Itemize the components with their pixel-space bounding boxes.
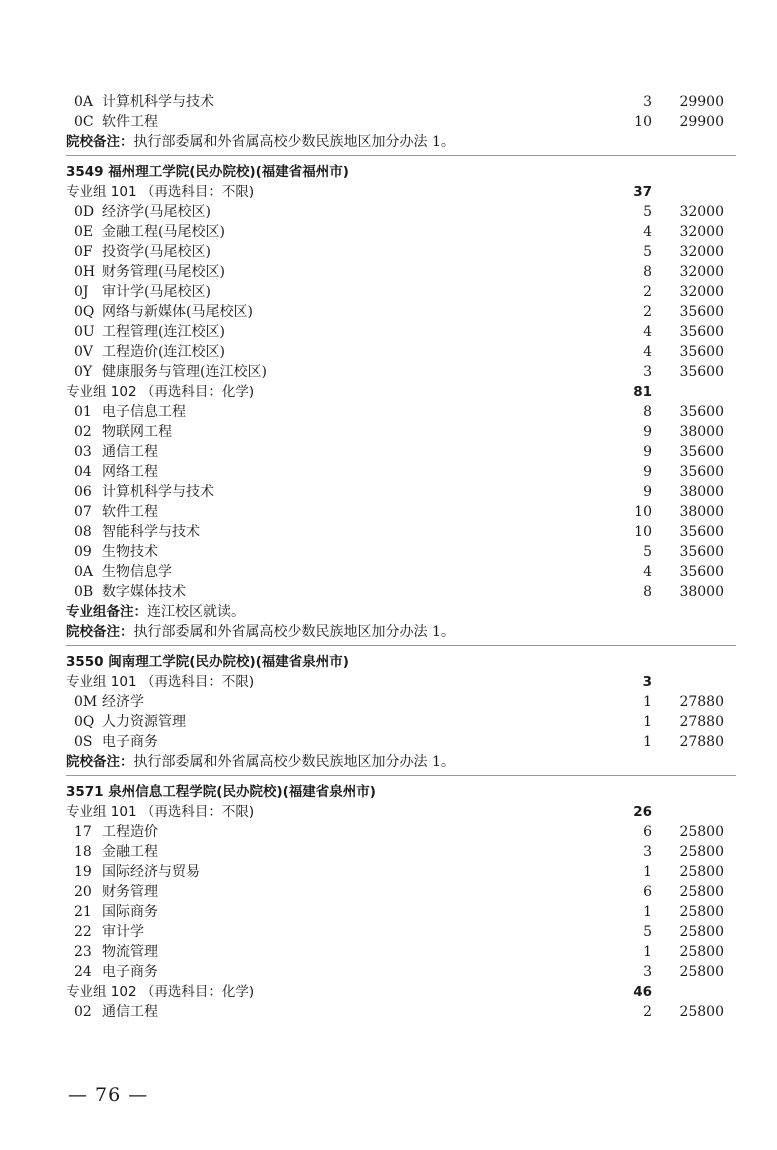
plan-count: 9 [643, 484, 652, 500]
major-group-row [66, 182, 736, 202]
major-row [66, 222, 736, 242]
major-code: 0J [74, 284, 89, 300]
major-row [66, 202, 736, 222]
major-name: 工程造价 [102, 824, 158, 840]
major-row [66, 882, 736, 902]
tuition-fee: 29900 [679, 94, 724, 110]
major-name: 计算机科学与技术 [102, 484, 214, 500]
major-code: 18 [74, 844, 92, 860]
major-row [66, 842, 736, 862]
major-row [66, 542, 736, 562]
tuition-fee: 35600 [679, 344, 724, 360]
major-code: 20 [74, 884, 92, 900]
major-row [66, 282, 736, 302]
major-row [66, 302, 736, 322]
major-code: 22 [74, 924, 92, 940]
major-name: 投资学(马尾校区) [102, 244, 211, 260]
major-name: 审计学 [102, 924, 144, 940]
tuition-fee: 27880 [679, 694, 724, 710]
major-row [66, 962, 736, 982]
major-row [66, 692, 736, 712]
major-row [66, 822, 736, 842]
plan-count: 10 [634, 504, 652, 520]
plan-count: 2 [643, 304, 652, 320]
tuition-fee: 29900 [679, 114, 724, 130]
tuition-fee: 38000 [679, 504, 724, 520]
plan-count: 5 [643, 924, 652, 940]
tuition-fee: 35600 [679, 304, 724, 320]
major-group-title: 专业组 101 （再选科目：不限) [66, 184, 255, 200]
major-group-count: 46 [633, 984, 652, 1000]
major-code: 02 [74, 1004, 92, 1020]
major-row [66, 262, 736, 282]
plan-count: 5 [643, 204, 652, 220]
remark-label: 院校备注： [66, 624, 134, 640]
page-number: — 76 — [68, 1084, 149, 1106]
major-code: 0M [74, 694, 98, 710]
plan-count: 8 [643, 404, 652, 420]
major-row [66, 732, 736, 752]
remark-text: 执行部委属和外省属高校少数民族地区加分办法 1。 [133, 624, 455, 640]
plan-count: 3 [643, 94, 652, 110]
major-name: 工程造价(连江校区) [102, 344, 225, 360]
tuition-fee: 25800 [679, 924, 724, 940]
major-group-title: 专业组 102 （再选科目：化学) [66, 984, 255, 1000]
major-name: 金融工程 [102, 844, 158, 860]
major-group-row [66, 672, 736, 692]
remark [66, 602, 245, 622]
section-divider [66, 645, 736, 646]
tuition-fee: 25800 [679, 1004, 724, 1020]
major-name: 健康服务与管理(连江校区) [102, 364, 267, 380]
major-name: 物流管理 [102, 944, 158, 960]
tuition-fee: 25800 [679, 904, 724, 920]
major-row [66, 322, 736, 342]
tuition-fee: 32000 [679, 244, 724, 260]
major-code: 02 [74, 424, 92, 440]
major-name: 电子信息工程 [102, 404, 186, 420]
major-code: 19 [74, 864, 92, 880]
major-code: 09 [74, 544, 92, 560]
major-code: 07 [74, 504, 92, 520]
tuition-fee: 35600 [679, 364, 724, 380]
major-code: 03 [74, 444, 92, 460]
remark [66, 752, 455, 772]
plan-count: 1 [643, 734, 652, 750]
major-name: 软件工程 [102, 504, 158, 520]
major-row [66, 502, 736, 522]
plan-count: 5 [643, 244, 652, 260]
major-code: 06 [74, 484, 92, 500]
remark-text: 执行部委属和外省属高校少数民族地区加分办法 1。 [133, 134, 455, 150]
major-name: 智能科学与技术 [102, 524, 200, 540]
major-row [66, 482, 736, 502]
major-group-row [66, 982, 736, 1002]
tuition-fee: 27880 [679, 714, 724, 730]
major-group-row [66, 802, 736, 822]
tuition-fee: 35600 [679, 404, 724, 420]
major-name: 电子商务 [102, 964, 158, 980]
plan-count: 4 [643, 344, 652, 360]
plan-count: 10 [634, 524, 652, 540]
major-name: 生物技术 [102, 544, 158, 560]
major-row [66, 522, 736, 542]
remark [66, 622, 455, 642]
remark [66, 132, 455, 152]
major-code: 0V [74, 344, 94, 360]
section-divider [66, 775, 736, 776]
major-row [66, 242, 736, 262]
plan-count: 8 [643, 584, 652, 600]
remark-row [66, 752, 736, 772]
major-code: 0D [74, 204, 95, 220]
section-divider [66, 155, 736, 156]
remark-row [66, 132, 736, 152]
tuition-fee: 38000 [679, 484, 724, 500]
plan-count: 8 [643, 264, 652, 280]
major-name: 通信工程 [102, 1004, 158, 1020]
major-name: 电子商务 [102, 734, 158, 750]
major-name: 网络与新媒体(马尾校区) [102, 304, 253, 320]
major-code: 24 [74, 964, 92, 980]
major-group-title: 专业组 101 （再选科目：不限) [66, 804, 255, 820]
major-code: 21 [74, 904, 92, 920]
tuition-fee: 32000 [679, 264, 724, 280]
major-code: 0Y [74, 364, 93, 380]
major-name: 工程管理(连江校区) [102, 324, 225, 340]
plan-count: 1 [643, 944, 652, 960]
plan-count: 4 [643, 324, 652, 340]
tuition-fee: 32000 [679, 224, 724, 240]
plan-count: 1 [643, 864, 652, 880]
tuition-fee: 35600 [679, 544, 724, 560]
tuition-fee: 35600 [679, 464, 724, 480]
remark-text: 执行部委属和外省属高校少数民族地区加分办法 1。 [133, 754, 455, 770]
major-code: 01 [74, 404, 92, 420]
tuition-fee: 35600 [679, 444, 724, 460]
plan-count: 1 [643, 714, 652, 730]
major-name: 软件工程 [102, 114, 158, 130]
plan-count: 9 [643, 444, 652, 460]
major-row [66, 1002, 736, 1022]
plan-count: 9 [643, 464, 652, 480]
major-code: 0F [74, 244, 93, 260]
tuition-fee: 25800 [679, 944, 724, 960]
major-group-count: 37 [633, 184, 652, 200]
major-group-count: 3 [642, 674, 652, 690]
major-row [66, 712, 736, 732]
plan-count: 10 [634, 114, 652, 130]
plan-count: 2 [643, 284, 652, 300]
major-code: 0C [74, 114, 94, 130]
plan-count: 5 [643, 544, 652, 560]
plan-count: 4 [643, 564, 652, 580]
tuition-fee: 32000 [679, 284, 724, 300]
tuition-fee: 35600 [679, 524, 724, 540]
major-row [66, 902, 736, 922]
major-name: 金融工程(马尾校区) [102, 224, 225, 240]
major-code: 0H [74, 264, 96, 280]
tuition-fee: 25800 [679, 844, 724, 860]
major-name: 数字媒体技术 [102, 584, 186, 600]
major-group-count: 81 [633, 384, 652, 400]
major-name: 物联网工程 [102, 424, 172, 440]
school-heading [66, 162, 736, 182]
major-code: 0A [74, 94, 94, 110]
major-name: 国际经济与贸易 [102, 864, 200, 880]
tuition-fee: 25800 [679, 884, 724, 900]
plan-count: 6 [643, 884, 652, 900]
remark-label: 院校备注： [66, 134, 134, 150]
major-code: 0B [74, 584, 94, 600]
major-row [66, 462, 736, 482]
major-name: 生物信息学 [102, 564, 172, 580]
major-name: 经济学(马尾校区) [102, 204, 211, 220]
school-name: 3550 闽南理工学院(民办院校)(福建省泉州市) [66, 654, 349, 670]
tuition-fee: 25800 [679, 824, 724, 840]
tuition-fee: 32000 [679, 204, 724, 220]
major-code: 08 [74, 524, 92, 540]
plan-count: 6 [643, 824, 652, 840]
major-row [66, 862, 736, 882]
major-code: 0Q [74, 304, 95, 320]
major-row [66, 342, 736, 362]
major-group-title: 专业组 102 （再选科目：化学) [66, 384, 255, 400]
major-row [66, 362, 736, 382]
major-group-title: 专业组 101 （再选科目：不限) [66, 674, 255, 690]
major-code: 23 [74, 944, 92, 960]
tuition-fee: 35600 [679, 324, 724, 340]
major-name: 财务管理(马尾校区) [102, 264, 225, 280]
major-row [66, 582, 736, 602]
plan-count: 9 [643, 424, 652, 440]
school-heading [66, 652, 736, 672]
tuition-fee: 25800 [679, 964, 724, 980]
major-code: 0S [74, 734, 93, 750]
remark-label: 院校备注： [66, 754, 134, 770]
major-name: 人力资源管理 [102, 714, 186, 730]
tuition-fee: 35600 [679, 564, 724, 580]
plan-count: 3 [643, 844, 652, 860]
major-code: 17 [74, 824, 92, 840]
major-row [66, 562, 736, 582]
major-code: 0E [74, 224, 94, 240]
plan-count: 3 [643, 364, 652, 380]
major-name: 通信工程 [102, 444, 158, 460]
plan-count: 1 [643, 694, 652, 710]
school-name: 3571 泉州信息工程学院(民办院校)(福建省泉州市) [66, 784, 376, 800]
remark-label: 专业组备注： [66, 604, 147, 620]
major-name: 计算机科学与技术 [102, 94, 214, 110]
major-code: 0U [74, 324, 95, 340]
major-code: 04 [74, 464, 92, 480]
major-row [66, 422, 736, 442]
major-name: 审计学(马尾校区) [102, 284, 211, 300]
remark-row [66, 602, 736, 622]
remark-text: 连江校区就读。 [147, 604, 245, 620]
major-name: 经济学 [102, 694, 144, 710]
tuition-fee: 38000 [679, 584, 724, 600]
tuition-fee: 27880 [679, 734, 724, 750]
plan-count: 2 [643, 1004, 652, 1020]
school-name: 3549 福州理工学院(民办院校)(福建省福州市) [66, 164, 349, 180]
major-row [66, 92, 736, 112]
major-row [66, 942, 736, 962]
school-heading [66, 782, 736, 802]
major-row [66, 402, 736, 422]
tuition-fee: 25800 [679, 864, 724, 880]
major-group-count: 26 [633, 804, 652, 820]
major-row [66, 112, 736, 132]
major-name: 财务管理 [102, 884, 158, 900]
major-row [66, 922, 736, 942]
plan-count: 1 [643, 904, 652, 920]
plan-count: 3 [643, 964, 652, 980]
major-row [66, 442, 736, 462]
tuition-fee: 38000 [679, 424, 724, 440]
major-code: 0Q [74, 714, 95, 730]
major-code: 0A [74, 564, 94, 580]
admissions-listing [66, 92, 736, 1022]
plan-count: 4 [643, 224, 652, 240]
major-group-row [66, 382, 736, 402]
major-name: 网络工程 [102, 464, 158, 480]
major-name: 国际商务 [102, 904, 158, 920]
remark-row [66, 622, 736, 642]
